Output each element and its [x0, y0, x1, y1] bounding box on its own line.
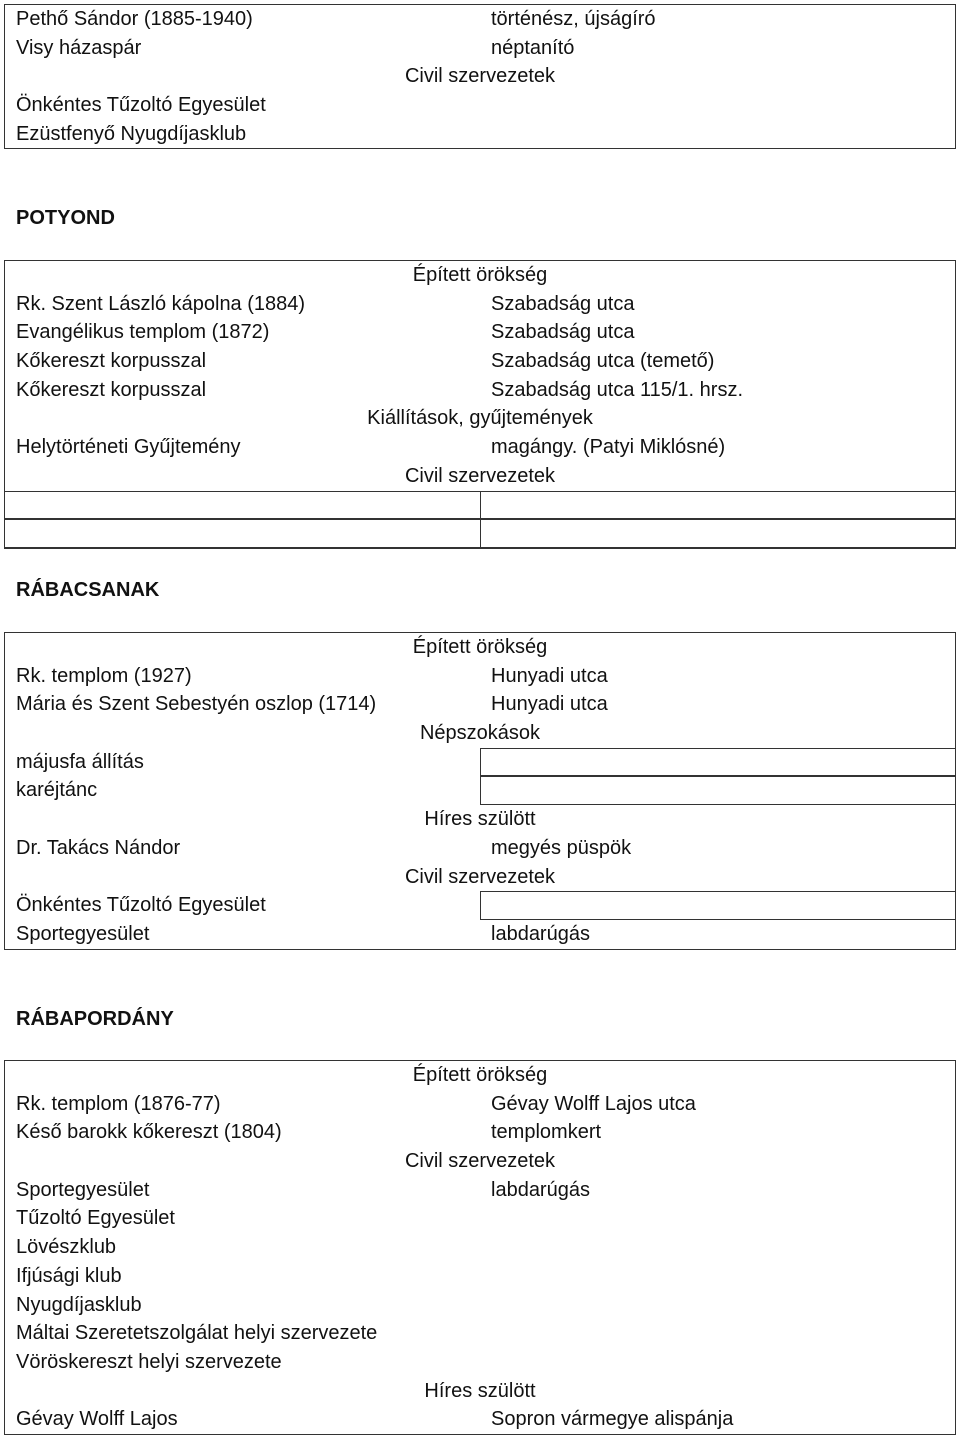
cell-name: Ezüstfenyő Nyugdíjasklub	[16, 122, 247, 145]
table-row	[5, 91, 955, 120]
cell-detail: Szabadság utca (temető)	[491, 350, 715, 373]
cell-detail: Szabadság utca	[491, 292, 635, 315]
cell-detail: Hunyadi utca	[491, 664, 608, 687]
cell-detail	[480, 120, 955, 149]
section-header: Civil szervezetek	[404, 65, 556, 88]
heading-rabapordany: RÁBAPORDÁNY	[16, 1008, 174, 1030]
section-header: Híres szülött	[424, 808, 536, 831]
cell-name: Kőkereszt korpusszal	[16, 350, 207, 373]
table-row	[5, 719, 955, 748]
table-row-empty	[5, 519, 955, 548]
cell-name: májusfa állítás	[16, 750, 144, 773]
cell-detail	[480, 1291, 955, 1320]
cell-name: Önkéntes Tűzoltó Egyesület	[16, 94, 266, 117]
table-row	[5, 1291, 955, 1320]
cell-name: Máltai Szeretetszolgálat helyi szervezete	[16, 1322, 378, 1345]
cell-name: Rk. templom (1876-77)	[16, 1092, 221, 1115]
section-header: Civil szervezetek	[404, 865, 556, 888]
table-row	[5, 834, 955, 863]
table-potyond	[4, 260, 956, 549]
cell-name: Mária és Szent Sebestyén oszlop (1714)	[16, 693, 377, 716]
cell-detail	[480, 91, 955, 120]
table-row	[5, 62, 955, 91]
cell-empty	[480, 491, 955, 520]
cell-name: Sportegyesület	[16, 1178, 150, 1201]
cell-name: Önkéntes Tűzoltó Egyesület	[16, 894, 266, 917]
table-row	[5, 462, 955, 491]
cell-detail: templomkert	[491, 1121, 602, 1144]
table-row	[5, 633, 955, 662]
table-row	[5, 1405, 955, 1434]
cell-detail: történész, újságíró	[491, 8, 656, 30]
table-top	[4, 4, 956, 149]
cell-detail	[480, 1319, 955, 1348]
table-row	[5, 5, 955, 34]
cell-detail: labdarúgás	[491, 1178, 590, 1201]
section-header: Kiállítások, gyűjtemények	[367, 407, 593, 430]
cell-name: Helytörténeti Gyűjtemény	[16, 436, 241, 459]
cell-name: Dr. Takács Nándor	[16, 836, 181, 859]
cell-empty	[5, 519, 480, 548]
cell-name: Lövészklub	[16, 1236, 117, 1259]
section-header: Civil szervezetek	[404, 1150, 556, 1173]
table-row	[5, 433, 955, 462]
cell-empty	[480, 748, 955, 777]
table-row	[5, 662, 955, 691]
table-row	[5, 1348, 955, 1377]
cell-name: Ifjúsági klub	[16, 1264, 122, 1287]
cell-name: Pethő Sándor (1885-1940)	[16, 8, 253, 30]
table-row	[5, 1118, 955, 1147]
section-header: Épített örökség	[412, 1064, 548, 1086]
cell-detail: Szabadság utca 115/1. hrsz.	[491, 378, 744, 401]
table-row	[5, 404, 955, 433]
table-row	[5, 1061, 955, 1090]
table-row	[5, 34, 955, 63]
table-row	[5, 347, 955, 376]
table-row	[5, 1090, 955, 1119]
cell-detail: Hunyadi utca	[491, 693, 608, 716]
table-row	[5, 1262, 955, 1291]
section-header: Civil szervezetek	[404, 464, 556, 487]
cell-detail: Szabadság utca	[491, 321, 635, 344]
cell-name: Gévay Wolff Lajos	[16, 1408, 178, 1431]
table-row	[5, 120, 955, 149]
cell-name: Rk. Szent László kápolna (1884)	[16, 292, 306, 315]
table-row-empty	[5, 491, 955, 520]
heading-rabacsanak: RÁBACSANAK	[16, 579, 160, 601]
table-row	[5, 1147, 955, 1176]
cell-name: Nyugdíjasklub	[16, 1293, 142, 1316]
table-row	[5, 863, 955, 892]
table-row	[5, 690, 955, 719]
cell-detail	[480, 1262, 955, 1291]
table-row	[5, 776, 955, 805]
table-rabapordany	[4, 1060, 956, 1435]
table-row	[5, 1377, 955, 1406]
cell-name: Evangélikus templom (1872)	[16, 321, 270, 344]
table-row	[5, 891, 955, 920]
section-header: Épített örökség	[412, 264, 548, 286]
cell-detail: néptanító	[491, 36, 575, 59]
table-row	[5, 1319, 955, 1348]
table-row	[5, 748, 955, 777]
cell-name: Vöröskereszt helyi szervezete	[16, 1350, 282, 1373]
cell-name: Késő barokk kőkereszt (1804)	[16, 1121, 282, 1144]
table-rabacsanak	[4, 632, 956, 950]
table-row	[5, 1204, 955, 1233]
cell-empty	[480, 776, 955, 805]
cell-detail	[480, 1204, 955, 1233]
cell-detail: Sopron vármegye alispánja	[491, 1408, 734, 1431]
cell-detail: megyés püspök	[491, 836, 632, 859]
cell-detail: magángy. (Patyi Miklósné)	[491, 436, 726, 459]
table-row	[5, 376, 955, 405]
cell-name: karéjtánc	[16, 779, 98, 802]
section-header: Híres szülött	[424, 1379, 536, 1402]
cell-detail: labdarúgás	[491, 922, 590, 945]
cell-empty	[480, 519, 955, 548]
cell-name: Kőkereszt korpusszal	[16, 378, 207, 401]
section-header: Népszokások	[419, 722, 541, 745]
table-row	[5, 261, 955, 290]
table-row	[5, 1233, 955, 1262]
table-row	[5, 920, 955, 949]
cell-empty	[480, 891, 955, 920]
cell-detail: Gévay Wolff Lajos utca	[491, 1092, 696, 1115]
table-row	[5, 290, 955, 319]
cell-name: Sportegyesület	[16, 922, 150, 945]
cell-name: Tűzoltó Egyesület	[16, 1207, 175, 1230]
cell-empty	[5, 491, 480, 520]
table-row	[5, 318, 955, 347]
cell-detail	[480, 1348, 955, 1377]
table-row	[5, 1176, 955, 1205]
table-row	[5, 805, 955, 834]
section-header: Épített örökség	[412, 636, 548, 658]
cell-detail	[480, 1233, 955, 1262]
heading-potyond: POTYOND	[16, 207, 115, 229]
cell-name: Visy házaspár	[16, 36, 142, 59]
cell-name: Rk. templom (1927)	[16, 664, 192, 687]
